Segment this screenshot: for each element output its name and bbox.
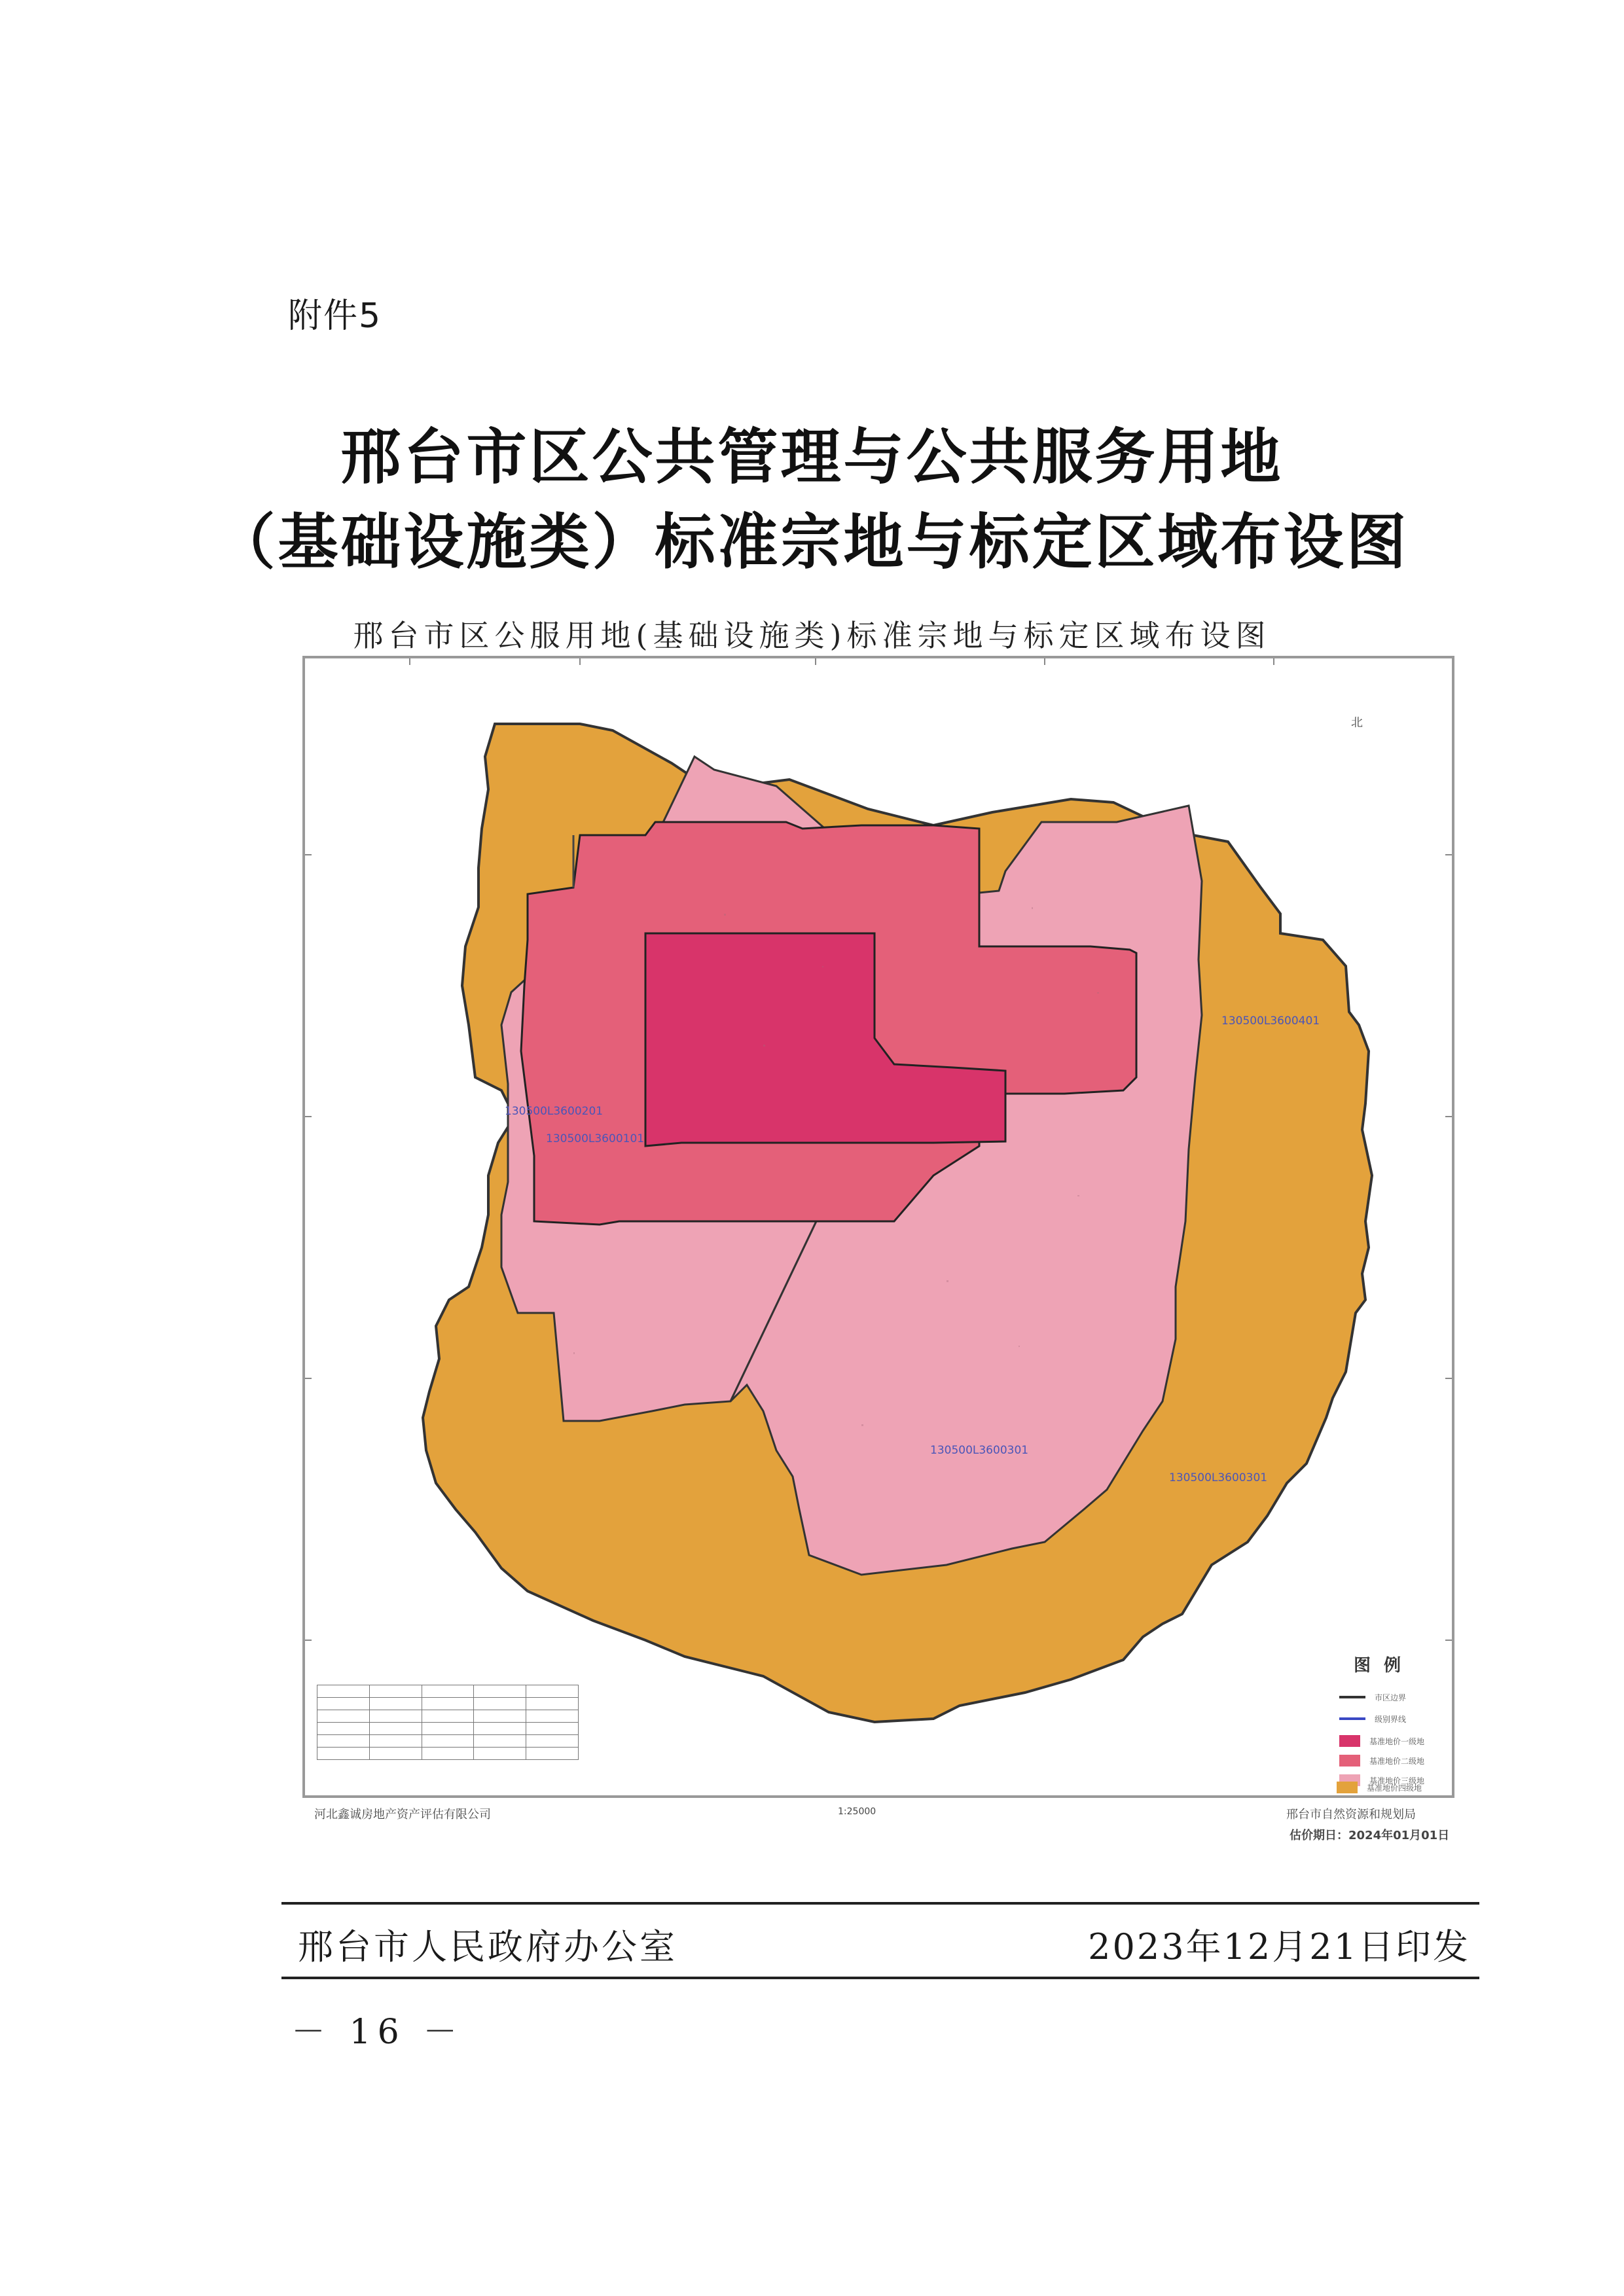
attachment-label: 附件5 bbox=[288, 296, 382, 336]
map-scale: 1:25000 bbox=[838, 1806, 876, 1817]
legend-swatch bbox=[1339, 1735, 1360, 1747]
map-producer: 河北鑫诚房地产资产评估有限公司 bbox=[314, 1808, 491, 1821]
zone-label-north-east: 130500L3600401 bbox=[1221, 1014, 1320, 1028]
legend-item-level2: 基准地价二级地 bbox=[1339, 1753, 1424, 1768]
legend-item-grade-boundary: 级别界线 bbox=[1339, 1711, 1406, 1727]
map-authority: 邢台市自然资源和规划局 bbox=[1286, 1808, 1416, 1821]
zone-label-south: 130500L3600301 bbox=[930, 1444, 1029, 1457]
legend-item-level3: 基准地价三级地 bbox=[1339, 1772, 1424, 1788]
issuing-office: 邢台市人民政府办公室 bbox=[298, 1926, 677, 1967]
legend-line-swatch bbox=[1339, 1696, 1365, 1698]
map-title: 邢台市区公服用地(基础设施类)标准宗地与标定区域布设图 bbox=[353, 618, 1271, 653]
zone-label-west: 130500L3600201 bbox=[505, 1105, 604, 1118]
zone-map bbox=[305, 658, 1452, 1795]
page-number: － 16 － bbox=[291, 2013, 464, 2052]
zone-summary-table bbox=[317, 1685, 579, 1760]
valuation-date: 估价期日：2024年01月01日 bbox=[1290, 1829, 1450, 1842]
legend-title: 图例 bbox=[1354, 1656, 1415, 1676]
legend-item-level4-row: 基准地价四级地 bbox=[1337, 1782, 1422, 1793]
north-arrow-label: 北 bbox=[1351, 716, 1363, 730]
legend-item-level1: 基准地价一级地 bbox=[1339, 1733, 1424, 1749]
zone-label-south-east: 130500L3600301 bbox=[1169, 1471, 1268, 1484]
map-frame bbox=[302, 656, 1454, 1798]
legend-line-swatch bbox=[1339, 1717, 1365, 1720]
legend-swatch bbox=[1337, 1782, 1358, 1793]
issue-date: 2023年12月21日印发 bbox=[1088, 1926, 1470, 1967]
zone-label-center: 130500L3600101 bbox=[546, 1132, 645, 1145]
legend-swatch bbox=[1339, 1755, 1360, 1767]
footer-rule-top bbox=[281, 1902, 1479, 1905]
document-title-line2: （基础设施类）标准宗地与标定区域布设图 bbox=[215, 507, 1409, 577]
footer-rule-bottom bbox=[281, 1977, 1479, 1979]
legend-item-city-boundary: 市区边界 bbox=[1339, 1689, 1406, 1705]
document-title-line1: 邢台市区公共管理与公共服务用地 bbox=[340, 422, 1284, 492]
